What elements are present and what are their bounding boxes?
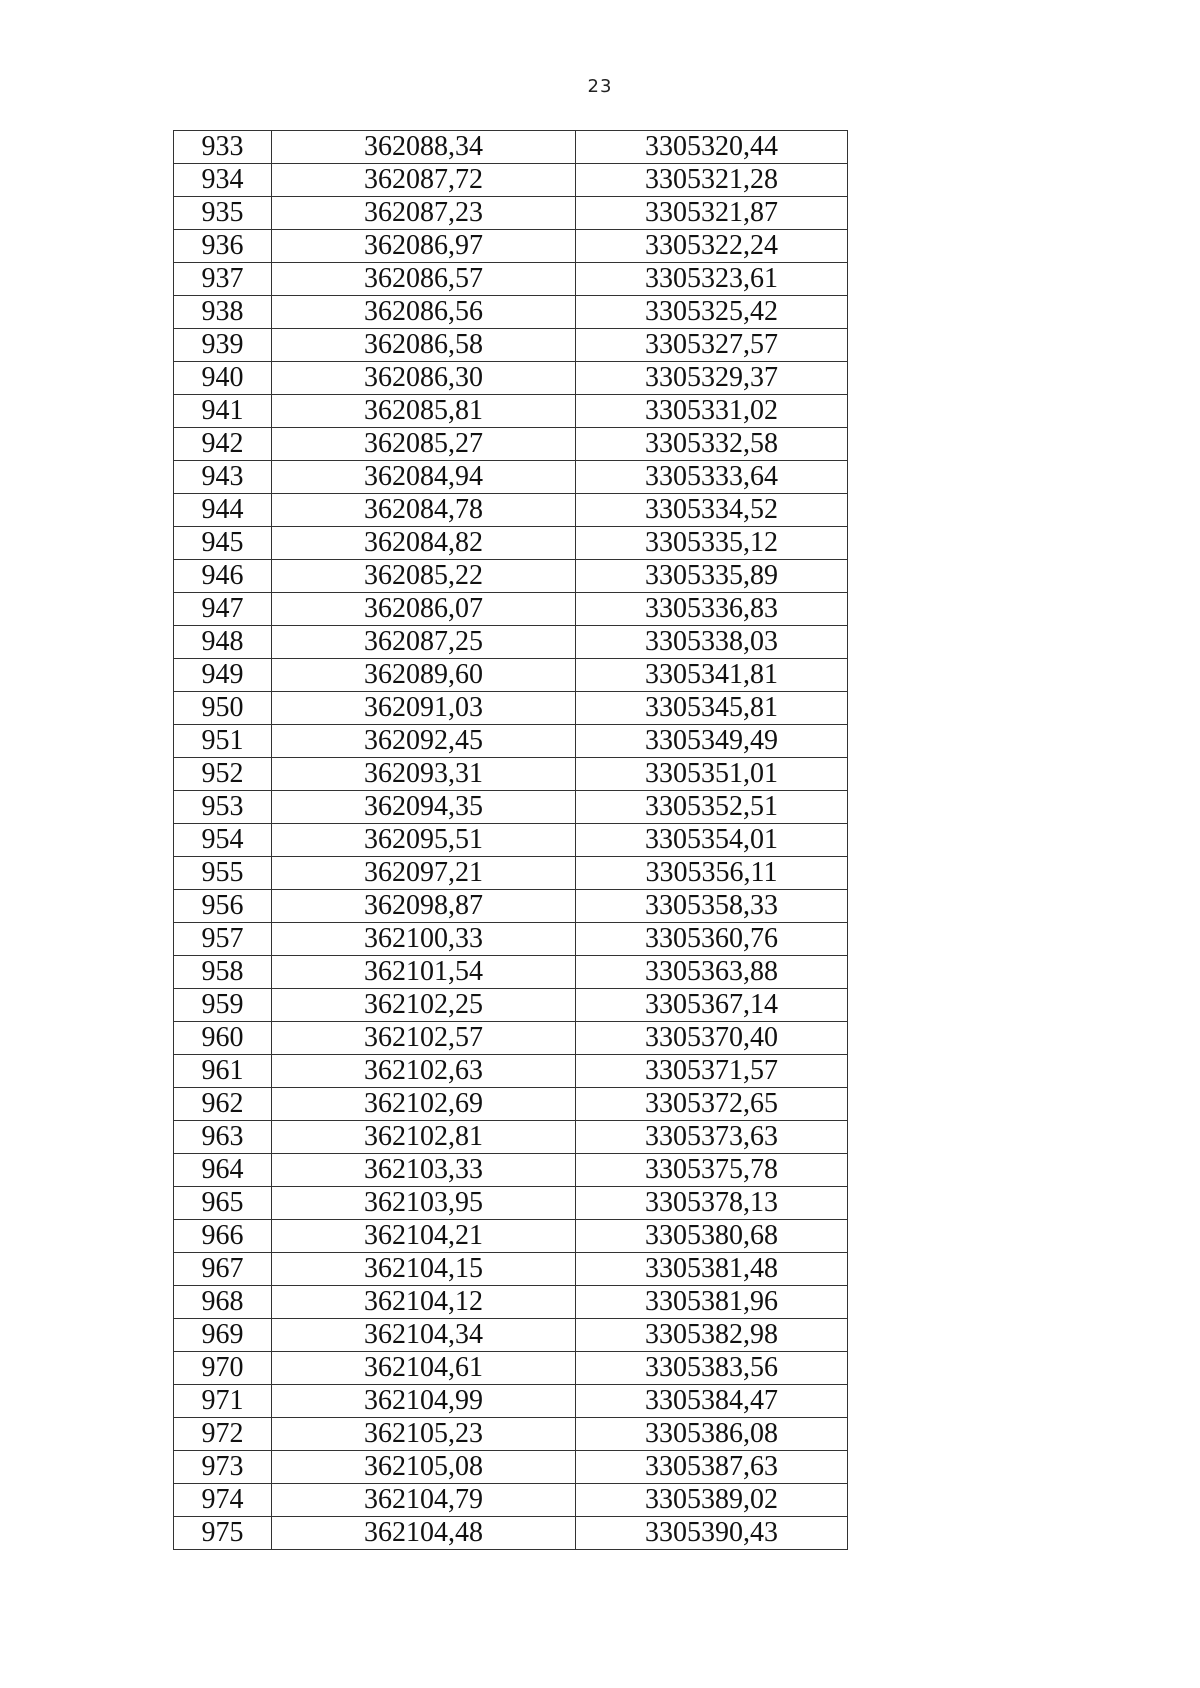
x-coordinate-cell: 362089,60 bbox=[272, 659, 576, 692]
table-row bbox=[174, 461, 848, 494]
y-coordinate-cell: 3305338,03 bbox=[576, 626, 848, 659]
table-row bbox=[174, 1121, 848, 1154]
table-row bbox=[174, 989, 848, 1022]
table-row bbox=[174, 1319, 848, 1352]
point-number-cell: 949 bbox=[174, 659, 272, 692]
point-number-cell: 966 bbox=[174, 1220, 272, 1253]
table-row bbox=[174, 857, 848, 890]
page-number: 23 bbox=[587, 76, 613, 97]
table-row bbox=[174, 428, 848, 461]
y-coordinate-cell: 3305381,96 bbox=[576, 1286, 848, 1319]
y-coordinate-cell: 3305351,01 bbox=[576, 758, 848, 791]
coordinates-table-body bbox=[174, 131, 848, 1550]
y-coordinate-cell: 3305332,58 bbox=[576, 428, 848, 461]
x-coordinate-cell: 362084,94 bbox=[272, 461, 576, 494]
table-row bbox=[174, 791, 848, 824]
y-coordinate-cell: 3305381,48 bbox=[576, 1253, 848, 1286]
x-coordinate-cell: 362085,27 bbox=[272, 428, 576, 461]
x-coordinate-cell: 362101,54 bbox=[272, 956, 576, 989]
y-coordinate-cell: 3305331,02 bbox=[576, 395, 848, 428]
x-coordinate-cell: 362103,33 bbox=[272, 1154, 576, 1187]
point-number-cell: 935 bbox=[174, 197, 272, 230]
point-number-cell: 959 bbox=[174, 989, 272, 1022]
point-number-cell: 955 bbox=[174, 857, 272, 890]
table-row bbox=[174, 692, 848, 725]
y-coordinate-cell: 3305390,43 bbox=[576, 1517, 848, 1550]
x-coordinate-cell: 362104,61 bbox=[272, 1352, 576, 1385]
point-number-cell: 967 bbox=[174, 1253, 272, 1286]
table-row bbox=[174, 1187, 848, 1220]
point-number-cell: 939 bbox=[174, 329, 272, 362]
x-coordinate-cell: 362100,33 bbox=[272, 923, 576, 956]
table-row bbox=[174, 956, 848, 989]
x-coordinate-cell: 362105,23 bbox=[272, 1418, 576, 1451]
table-row bbox=[174, 1022, 848, 1055]
point-number-cell: 940 bbox=[174, 362, 272, 395]
y-coordinate-cell: 3305389,02 bbox=[576, 1484, 848, 1517]
x-coordinate-cell: 362104,48 bbox=[272, 1517, 576, 1550]
y-coordinate-cell: 3305386,08 bbox=[576, 1418, 848, 1451]
table-row bbox=[174, 329, 848, 362]
x-coordinate-cell: 362104,21 bbox=[272, 1220, 576, 1253]
table-row bbox=[174, 1517, 848, 1550]
point-number-cell: 937 bbox=[174, 263, 272, 296]
point-number-cell: 946 bbox=[174, 560, 272, 593]
point-number-cell: 965 bbox=[174, 1187, 272, 1220]
y-coordinate-cell: 3305322,24 bbox=[576, 230, 848, 263]
table-row bbox=[174, 197, 848, 230]
x-coordinate-cell: 362085,22 bbox=[272, 560, 576, 593]
point-number-cell: 975 bbox=[174, 1517, 272, 1550]
table-row bbox=[174, 1484, 848, 1517]
x-coordinate-cell: 362086,57 bbox=[272, 263, 576, 296]
point-number-cell: 947 bbox=[174, 593, 272, 626]
point-number-cell: 957 bbox=[174, 923, 272, 956]
point-number-cell: 952 bbox=[174, 758, 272, 791]
table-row bbox=[174, 362, 848, 395]
table-row bbox=[174, 1154, 848, 1187]
point-number-cell: 958 bbox=[174, 956, 272, 989]
point-number-cell: 954 bbox=[174, 824, 272, 857]
table-row bbox=[174, 1220, 848, 1253]
point-number-cell: 969 bbox=[174, 1319, 272, 1352]
x-coordinate-cell: 362086,97 bbox=[272, 230, 576, 263]
point-number-cell: 963 bbox=[174, 1121, 272, 1154]
y-coordinate-cell: 3305345,81 bbox=[576, 692, 848, 725]
y-coordinate-cell: 3305320,44 bbox=[576, 131, 848, 164]
point-number-cell: 942 bbox=[174, 428, 272, 461]
y-coordinate-cell: 3305384,47 bbox=[576, 1385, 848, 1418]
x-coordinate-cell: 362102,69 bbox=[272, 1088, 576, 1121]
table-row bbox=[174, 593, 848, 626]
y-coordinate-cell: 3305382,98 bbox=[576, 1319, 848, 1352]
point-number-cell: 962 bbox=[174, 1088, 272, 1121]
y-coordinate-cell: 3305371,57 bbox=[576, 1055, 848, 1088]
y-coordinate-cell: 3305336,83 bbox=[576, 593, 848, 626]
y-coordinate-cell: 3305363,88 bbox=[576, 956, 848, 989]
x-coordinate-cell: 362104,79 bbox=[272, 1484, 576, 1517]
y-coordinate-cell: 3305380,68 bbox=[576, 1220, 848, 1253]
table-row bbox=[174, 1088, 848, 1121]
point-number-cell: 953 bbox=[174, 791, 272, 824]
point-number-cell: 950 bbox=[174, 692, 272, 725]
table-row bbox=[174, 395, 848, 428]
point-number-cell: 973 bbox=[174, 1451, 272, 1484]
y-coordinate-cell: 3305370,40 bbox=[576, 1022, 848, 1055]
x-coordinate-cell: 362086,30 bbox=[272, 362, 576, 395]
table-row bbox=[174, 296, 848, 329]
table-row bbox=[174, 263, 848, 296]
y-coordinate-cell: 3305378,13 bbox=[576, 1187, 848, 1220]
table-row bbox=[174, 824, 848, 857]
table-row bbox=[174, 1451, 848, 1484]
y-coordinate-cell: 3305321,87 bbox=[576, 197, 848, 230]
point-number-cell: 933 bbox=[174, 131, 272, 164]
x-coordinate-cell: 362084,78 bbox=[272, 494, 576, 527]
y-coordinate-cell: 3305352,51 bbox=[576, 791, 848, 824]
x-coordinate-cell: 362102,57 bbox=[272, 1022, 576, 1055]
y-coordinate-cell: 3305325,42 bbox=[576, 296, 848, 329]
point-number-cell: 968 bbox=[174, 1286, 272, 1319]
x-coordinate-cell: 362104,34 bbox=[272, 1319, 576, 1352]
x-coordinate-cell: 362086,56 bbox=[272, 296, 576, 329]
x-coordinate-cell: 362104,15 bbox=[272, 1253, 576, 1286]
x-coordinate-cell: 362097,21 bbox=[272, 857, 576, 890]
y-coordinate-cell: 3305341,81 bbox=[576, 659, 848, 692]
x-coordinate-cell: 362087,25 bbox=[272, 626, 576, 659]
point-number-cell: 938 bbox=[174, 296, 272, 329]
y-coordinate-cell: 3305387,63 bbox=[576, 1451, 848, 1484]
table-row bbox=[174, 164, 848, 197]
x-coordinate-cell: 362095,51 bbox=[272, 824, 576, 857]
point-number-cell: 961 bbox=[174, 1055, 272, 1088]
table-row bbox=[174, 659, 848, 692]
point-number-cell: 960 bbox=[174, 1022, 272, 1055]
x-coordinate-cell: 362104,99 bbox=[272, 1385, 576, 1418]
y-coordinate-cell: 3305333,64 bbox=[576, 461, 848, 494]
y-coordinate-cell: 3305383,56 bbox=[576, 1352, 848, 1385]
x-coordinate-cell: 362104,12 bbox=[272, 1286, 576, 1319]
coordinates-table bbox=[173, 130, 848, 1550]
table-row bbox=[174, 758, 848, 791]
point-number-cell: 972 bbox=[174, 1418, 272, 1451]
x-coordinate-cell: 362103,95 bbox=[272, 1187, 576, 1220]
point-number-cell: 964 bbox=[174, 1154, 272, 1187]
y-coordinate-cell: 3305356,11 bbox=[576, 857, 848, 890]
table-row bbox=[174, 1352, 848, 1385]
table-row bbox=[174, 1253, 848, 1286]
point-number-cell: 956 bbox=[174, 890, 272, 923]
table-row bbox=[174, 890, 848, 923]
x-coordinate-cell: 362085,81 bbox=[272, 395, 576, 428]
table-row bbox=[174, 527, 848, 560]
point-number-cell: 945 bbox=[174, 527, 272, 560]
table-row bbox=[174, 1385, 848, 1418]
x-coordinate-cell: 362102,63 bbox=[272, 1055, 576, 1088]
y-coordinate-cell: 3305334,52 bbox=[576, 494, 848, 527]
table-row bbox=[174, 131, 848, 164]
x-coordinate-cell: 362091,03 bbox=[272, 692, 576, 725]
point-number-cell: 941 bbox=[174, 395, 272, 428]
y-coordinate-cell: 3305349,49 bbox=[576, 725, 848, 758]
y-coordinate-cell: 3305367,14 bbox=[576, 989, 848, 1022]
y-coordinate-cell: 3305329,37 bbox=[576, 362, 848, 395]
point-number-cell: 951 bbox=[174, 725, 272, 758]
x-coordinate-cell: 362102,25 bbox=[272, 989, 576, 1022]
x-coordinate-cell: 362094,35 bbox=[272, 791, 576, 824]
y-coordinate-cell: 3305321,28 bbox=[576, 164, 848, 197]
y-coordinate-cell: 3305372,65 bbox=[576, 1088, 848, 1121]
point-number-cell: 970 bbox=[174, 1352, 272, 1385]
y-coordinate-cell: 3305335,12 bbox=[576, 527, 848, 560]
y-coordinate-cell: 3305373,63 bbox=[576, 1121, 848, 1154]
point-number-cell: 936 bbox=[174, 230, 272, 263]
y-coordinate-cell: 3305354,01 bbox=[576, 824, 848, 857]
point-number-cell: 948 bbox=[174, 626, 272, 659]
table-row bbox=[174, 1418, 848, 1451]
point-number-cell: 971 bbox=[174, 1385, 272, 1418]
x-coordinate-cell: 362092,45 bbox=[272, 725, 576, 758]
x-coordinate-cell: 362086,07 bbox=[272, 593, 576, 626]
table-row bbox=[174, 1286, 848, 1319]
x-coordinate-cell: 362084,82 bbox=[272, 527, 576, 560]
table-row bbox=[174, 560, 848, 593]
y-coordinate-cell: 3305358,33 bbox=[576, 890, 848, 923]
x-coordinate-cell: 362087,23 bbox=[272, 197, 576, 230]
y-coordinate-cell: 3305323,61 bbox=[576, 263, 848, 296]
table-row bbox=[174, 494, 848, 527]
y-coordinate-cell: 3305360,76 bbox=[576, 923, 848, 956]
y-coordinate-cell: 3305335,89 bbox=[576, 560, 848, 593]
x-coordinate-cell: 362098,87 bbox=[272, 890, 576, 923]
point-number-cell: 944 bbox=[174, 494, 272, 527]
x-coordinate-cell: 362086,58 bbox=[272, 329, 576, 362]
point-number-cell: 974 bbox=[174, 1484, 272, 1517]
x-coordinate-cell: 362102,81 bbox=[272, 1121, 576, 1154]
table-row bbox=[174, 923, 848, 956]
point-number-cell: 934 bbox=[174, 164, 272, 197]
y-coordinate-cell: 3305327,57 bbox=[576, 329, 848, 362]
x-coordinate-cell: 362088,34 bbox=[272, 131, 576, 164]
x-coordinate-cell: 362093,31 bbox=[272, 758, 576, 791]
table-row bbox=[174, 1055, 848, 1088]
x-coordinate-cell: 362105,08 bbox=[272, 1451, 576, 1484]
y-coordinate-cell: 3305375,78 bbox=[576, 1154, 848, 1187]
table-row bbox=[174, 626, 848, 659]
x-coordinate-cell: 362087,72 bbox=[272, 164, 576, 197]
table-row bbox=[174, 725, 848, 758]
table-row bbox=[174, 230, 848, 263]
point-number-cell: 943 bbox=[174, 461, 272, 494]
